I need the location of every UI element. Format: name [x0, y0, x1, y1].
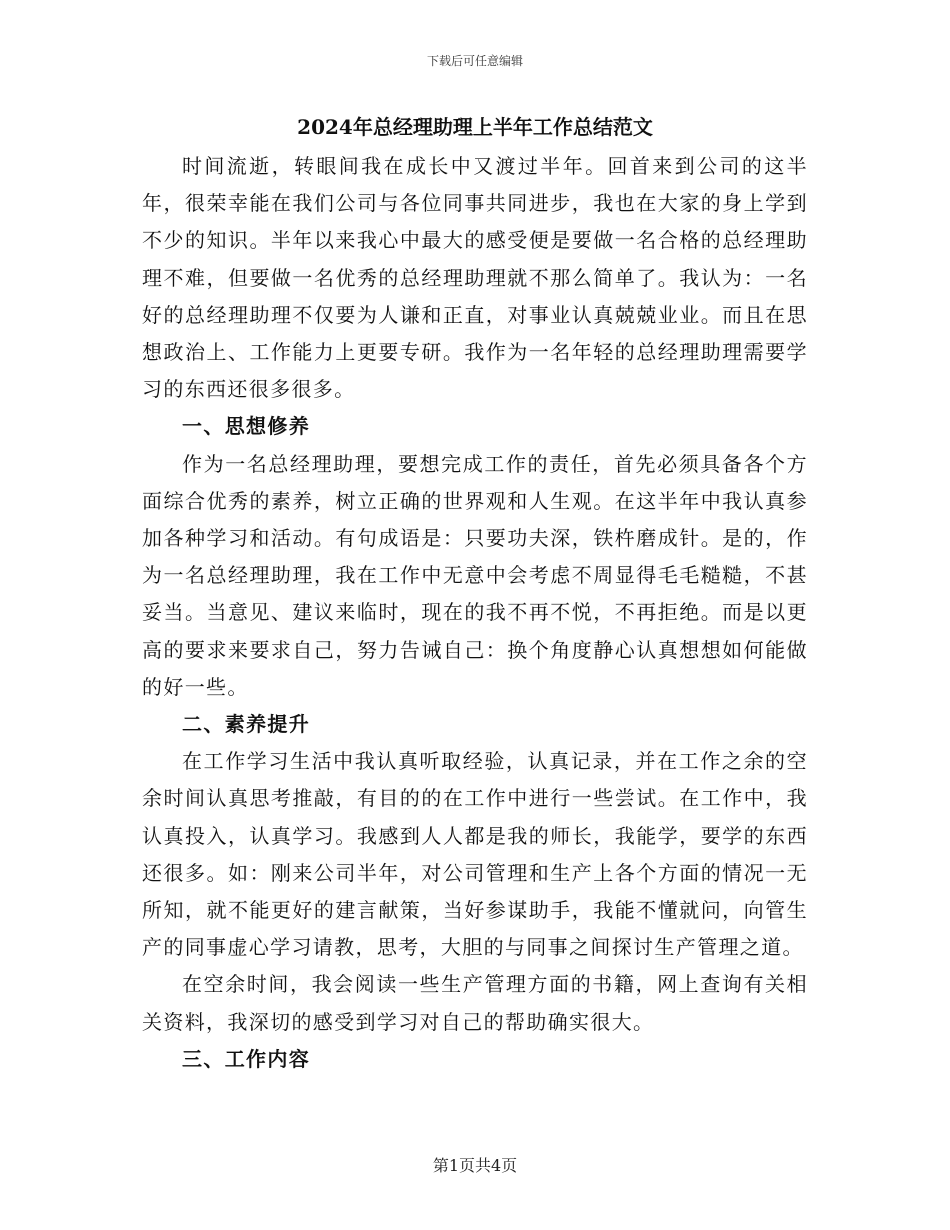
page-header: 下载后可任意编辑 — [426, 54, 523, 68]
section-heading-work: 三、工作内容 — [182, 1046, 311, 1071]
section-heading-quality: 二、素养提升 — [182, 712, 311, 737]
section-heading-thought: 一、思想修养 — [182, 414, 311, 439]
section-paragraph-thought: 作为一名总经理助理，要想完成工作的责任，首先必须具备各个方面综合优秀的素养，树立正确的世界观和人生观。在这半年中我认真参加各种学习和活动。有句成语是：只要功夫深，铁杵磨成针。是的，作为一名总经理助理，我在工作中无意中会考虑不周显得毛毛糙糙，不甚妥当。当意见、建议来临时，现在的我不再不悦，不再拒绝。而是以更高的要求来要求自己，努力告诫自己：换个角度静心认真想想如何能做的好一些。 — [142, 451, 808, 699]
section-paragraph-quality: 在工作学习生活中我认真听取经验，认真记录，并在工作之余的空余时间认真思考推敲，有目的的在工作中进行一些尝试。在工作中，我认真投入，认真学习。我感到人人都是我的师长，我能学，要学的东西还很多。如：刚来公司半年，对公司管理和生产上各个方面的情况一无所知，就不能更好的建言献策，当好参谋助手，我能不懂就问，向管生产的同事虚心学习请教，思考，大胆的与同事之间探讨生产管理之道。 — [142, 749, 808, 960]
page-number: 第1页共4页 — [432, 1156, 518, 1175]
document-body — [142, 112, 808, 1078]
section-paragraph-reading: 在空余时间，我会阅读一些生产管理方面的书籍，网上查询有关相关资料，我深切的感受到学习对自己的帮助确实很大。 — [142, 972, 808, 1034]
document-title: 2024年总经理助理上半年工作总结范文 — [297, 115, 653, 139]
intro-paragraph: 时间流逝，转眼间我在成长中又渡过半年。回首来到公司的这半年，很荣幸能在我们公司与各位同事共同进步，我也在大家的身上学到不少的知识。半年以来我心中最大的感受便是要做一名合格的总经理助理不难，但要做一名优秀的总经理助理就不那么简单了。我认为：一名好的总经理助理不仅要为人谦和正直，对事业认真兢兢业业。而且在思想政治上、工作能力上更要专研。我作为一名年轻的总经理助理需要学习的东西还很多很多。 — [142, 154, 808, 402]
